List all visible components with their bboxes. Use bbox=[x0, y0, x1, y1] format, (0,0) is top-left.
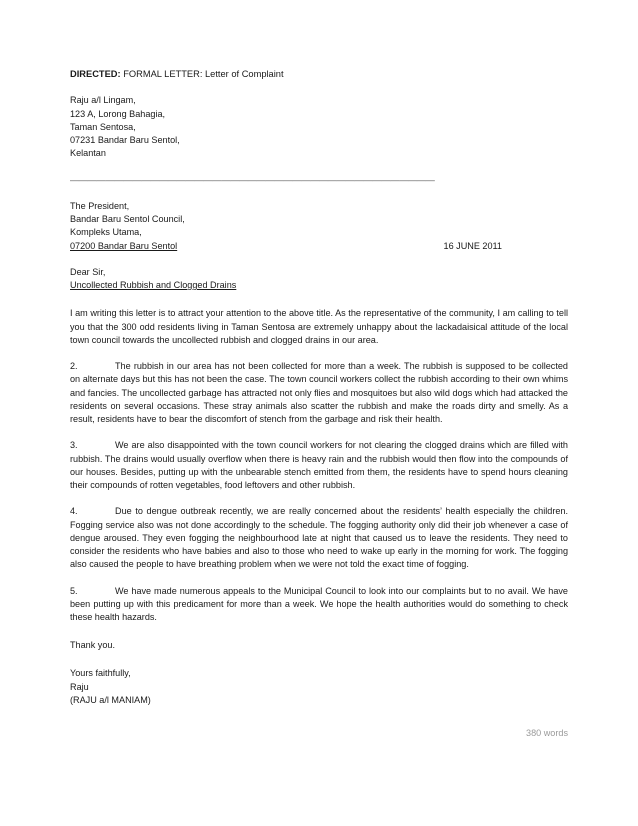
salutation-block bbox=[70, 266, 568, 292]
document-heading bbox=[70, 68, 568, 81]
paragraph bbox=[70, 585, 568, 625]
paragraph-number: 4. bbox=[70, 506, 78, 517]
signoff-block bbox=[70, 667, 568, 707]
signature-name: Raju bbox=[70, 681, 89, 692]
sender-address-line: Kelantan bbox=[70, 148, 106, 159]
sender-address-line: Raju a/l Lingam, bbox=[70, 95, 136, 106]
document-heading-rest: FORMAL LETTER: Letter of Complaint bbox=[120, 69, 284, 79]
salutation-text: Dear Sir, bbox=[70, 266, 106, 277]
signature-fullname: (RAJU a/l MANIAM) bbox=[70, 694, 151, 705]
recipient-address-line: Bandar Baru Sentol Council, bbox=[70, 214, 185, 225]
paragraph-number: 3. bbox=[70, 440, 78, 451]
recipient-address bbox=[70, 200, 568, 253]
paragraph bbox=[70, 505, 568, 571]
sender-address-line: Taman Sentosa, bbox=[70, 121, 136, 132]
recipient-address-line: Kompleks Utama, bbox=[70, 227, 142, 238]
paragraph-number: 2. bbox=[70, 361, 78, 372]
paragraph-text: Due to dengue outbreak recently, we are really concerned about the residents’ health especially the children. Fogging service also was not done accordingly to the schedule. The fogging authority only did their job whenever a case of dengue aroused. They even fogging the neighbourhood late at night that caused us to leave the residents. They need to consider the residents who have babies and also to those who need to wake up early in the morning for work. The fogging also caused the people to have breathing problem when we were not told the exact time of fogging. bbox=[70, 506, 568, 570]
document-heading-lead: DIRECTED: bbox=[70, 69, 121, 79]
paragraph bbox=[70, 360, 568, 426]
paragraph-text: The rubbish in our area has not been collected for more than a week. The rubbish is supposed to be collected on alternate days but this has not been the case. The town council workers collect the rubbish according to their own whims and fancies. The uncollected garbage has attracted not only flies and mosquitoes but also wild dogs which had attacked the residents on several occasions. These stray animals also scatter the rubbish and make the roads dirty and smelly. As a result, residents have to bear the discomfort of stench from the garbage and risk their health. bbox=[70, 361, 568, 424]
letter-body bbox=[70, 68, 568, 740]
sender-address-line: 07231 Bandar Baru Sentol, bbox=[70, 135, 180, 145]
signoff-line: Yours faithfully, bbox=[70, 668, 131, 679]
thanks-line: Thank you. bbox=[70, 640, 115, 651]
sender-address-line: 123 A, Lorong Bahagia, bbox=[70, 108, 166, 119]
recipient-address-line-underlined: 07200 Bandar Baru Sentol bbox=[70, 240, 178, 251]
recipient-address-line: The President, bbox=[70, 200, 130, 211]
paragraph-text: I am writing this letter is to attract your attention to the above title. As the representative of the community, I am calling to tell you that the 300 odd residents living in Taman Sentosa are extremely unhappy about the lackadaisical attitude of the local town council towards the uncollected rubbish and clogged drains in our area. bbox=[70, 308, 568, 345]
word-count: 380 words bbox=[526, 728, 568, 738]
paragraph-number: 5. bbox=[70, 585, 78, 596]
paragraph bbox=[70, 307, 568, 347]
paragraph-text: We are also disappointed with the town council workers for not clearing the clogged drains which are filled with rubbish. The drains would usually overflow when there is heavy rain and the rubbish would then flow into the compounds of our houses. Besides, putting up with the unbearable stench emitted from them, the residents have to spend hours cleaning their compounds of rotten vegetables, food leftovers and other rubbish. bbox=[70, 440, 568, 490]
recipient-last-line-and-date bbox=[70, 240, 568, 253]
paragraph-text: We have made numerous appeals to the Municipal Council to look into our complaints but to no avail. We have been putting up with this predicament for more than a week. We hope the health authorities would do something to check these health hazards. bbox=[70, 585, 568, 622]
subject-line: Uncollected Rubbish and Clogged Drains bbox=[70, 280, 237, 291]
horizontal-divider: ————————————————————————————————————————— bbox=[70, 174, 435, 185]
letter-date: 16 JUNE 2011 bbox=[443, 240, 502, 251]
sender-address bbox=[70, 94, 568, 160]
paragraph bbox=[70, 439, 568, 492]
